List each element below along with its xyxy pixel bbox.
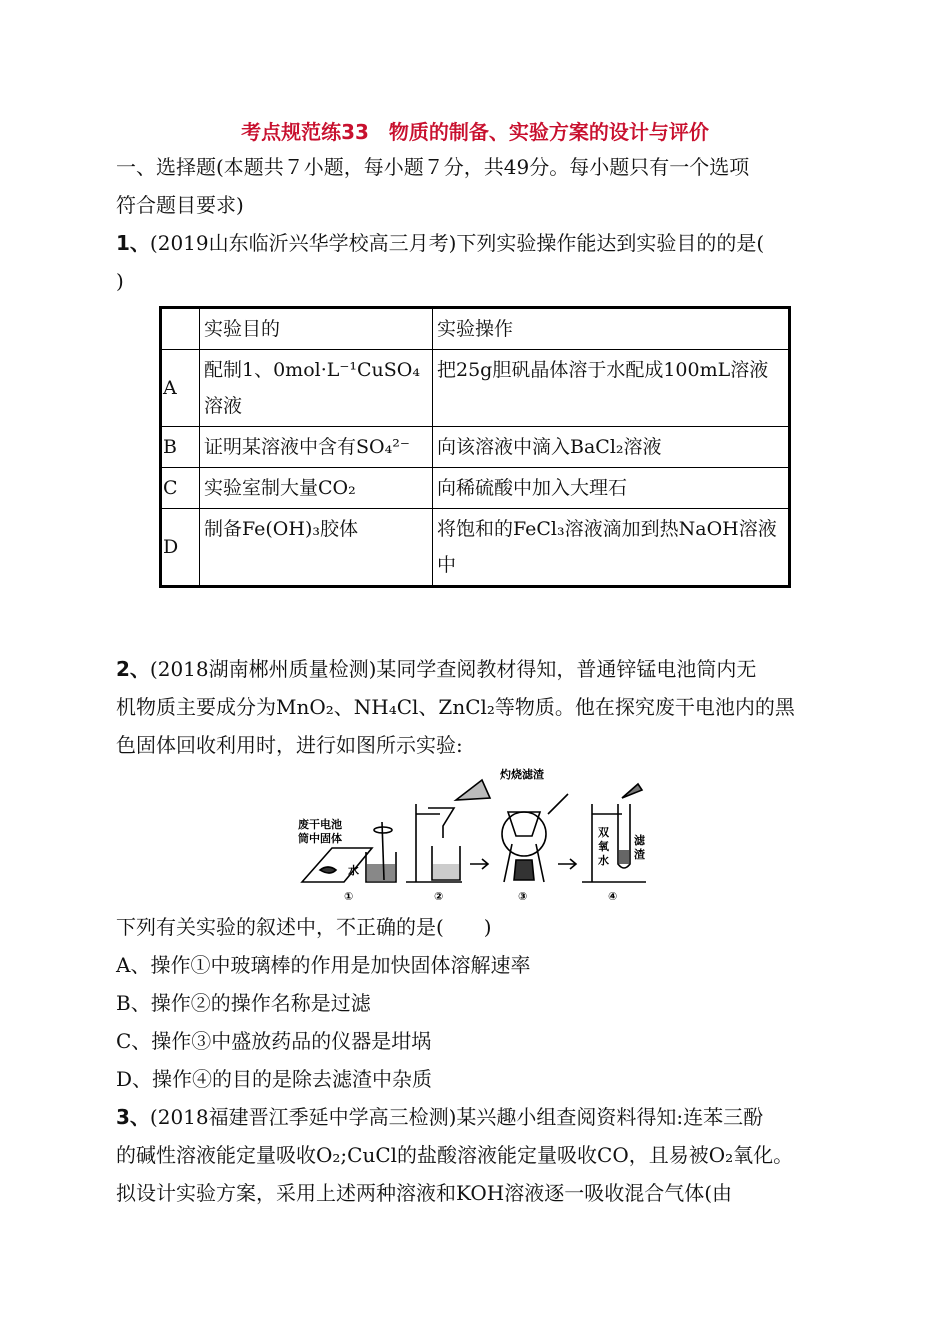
question-3-stem-cont: 的碱性溶液能定量吸收O₂;CuCl的盐酸溶液能定量吸收CO，且易被O₂氧化。 bbox=[116, 1143, 794, 1167]
step-label: ① bbox=[344, 890, 354, 903]
label-residue-1: 滤 bbox=[634, 834, 645, 847]
option-letter: D bbox=[161, 509, 200, 587]
experiment-operation: 将饱和的FeCl₃溶液滴加到热NaOH溶液中 bbox=[433, 509, 790, 587]
question-3-text: (2018福建晋江季延中学高三检测)某兴趣小组查阅资料得知:连苯三酚 bbox=[149, 1105, 764, 1129]
question-number: 3、 bbox=[116, 1105, 150, 1129]
label-water: 水 bbox=[348, 864, 359, 877]
question-1-table bbox=[159, 306, 791, 588]
question-2-stem bbox=[116, 656, 756, 682]
label-h2o2-3: 水 bbox=[598, 854, 609, 867]
option-item: D、操作④的目的是除去滤渣中杂质 bbox=[116, 1067, 433, 1091]
option-item: C、操作③中盛放药品的仪器是坩埚 bbox=[116, 1029, 432, 1053]
solid-pile bbox=[320, 867, 336, 873]
page-title: 考点规范练33 物质的制备、实验方案的设计与评价 bbox=[241, 120, 709, 144]
question-3-stem-cont: 拟设计实验方案，采用上述两种溶液和KOH溶液逐一吸收混合气体(由 bbox=[116, 1181, 733, 1205]
experiment-operation: 向稀硫酸中加入大理石 bbox=[433, 468, 790, 509]
table-header-row bbox=[161, 308, 790, 350]
triangle-support bbox=[502, 812, 546, 856]
question-2-ask: 下列有关实验的叙述中，不正确的是( ) bbox=[116, 915, 492, 939]
question-1-text: (2019山东临沂兴华学校高三月考)下列实验操作能达到实验目的的是( bbox=[149, 231, 765, 255]
experiment-operation: 向该溶液中滴入BaCl₂溶液 bbox=[433, 427, 790, 468]
table-row bbox=[161, 427, 790, 468]
experiment-goal: 配制1、0mol·L⁻¹CuSO₄溶液 bbox=[200, 350, 433, 427]
label-burn-residue: 灼烧滤渣 bbox=[500, 768, 544, 781]
table-header-blank bbox=[161, 308, 200, 350]
question-2-stem-cont: 机物质主要成分为MnO₂、NH₄Cl、ZnCl₂等物质。他在探究废干电池内的黑 bbox=[116, 695, 795, 719]
experiment-goal: 制备Fe(OH)₃胶体 bbox=[200, 509, 433, 587]
label-residue-2: 渣 bbox=[634, 848, 645, 861]
option-letter: C bbox=[161, 468, 200, 509]
step-label: ④ bbox=[608, 890, 618, 903]
question-number: 1、 bbox=[116, 231, 150, 255]
label-battery-2: 筒中固体 bbox=[298, 832, 342, 845]
question-2-text: (2018湖南郴州质量检测)某同学查阅教材得知，普通锌锰电池筒内无 bbox=[149, 657, 757, 681]
experiment-operation: 把25g胆矾晶体溶于水配成100mL溶液 bbox=[433, 350, 790, 427]
experiment-goal: 证明某溶液中含有SO₄²⁻ bbox=[200, 427, 433, 468]
step-label: ③ bbox=[518, 890, 528, 903]
question-1-stem bbox=[116, 230, 764, 256]
experiment-apparatus-figure bbox=[292, 764, 658, 904]
paper-sheet bbox=[302, 848, 372, 882]
table-row bbox=[161, 468, 790, 509]
table-row bbox=[161, 350, 790, 427]
alcohol-lamp-icon bbox=[514, 860, 534, 880]
funnel-icon bbox=[428, 808, 454, 838]
question-2-stem-cont: 色固体回收利用时，进行如图所示实验: bbox=[116, 733, 463, 757]
step-label: ② bbox=[434, 890, 444, 903]
question-1-stem-cont: ) bbox=[116, 269, 124, 293]
option-item: A、操作①中玻璃棒的作用是加快固体溶解速率 bbox=[116, 953, 531, 977]
beaker-pouring-icon bbox=[456, 780, 490, 800]
experiment-goal: 实验室制大量CO₂ bbox=[200, 468, 433, 509]
question-3-stem bbox=[116, 1104, 763, 1130]
label-h2o2-1: 双 bbox=[598, 826, 609, 839]
option-letter: B bbox=[161, 427, 200, 468]
table-header-cell: 实验操作 bbox=[433, 308, 790, 350]
label-battery-1: 废干电池 bbox=[298, 818, 342, 831]
section-heading-line-2: 符合题目要求) bbox=[116, 193, 244, 217]
option-item: B、操作②的操作名称是过滤 bbox=[116, 991, 371, 1015]
table-header-cell: 实验目的 bbox=[200, 308, 433, 350]
section-heading-line-1: 一、选择题(本题共７小题，每小题７分，共49分。每小题只有一个选项 bbox=[116, 155, 750, 179]
question-number: 2、 bbox=[116, 657, 150, 681]
tongs-icon bbox=[548, 794, 568, 814]
table-row bbox=[161, 509, 790, 587]
option-letter: A bbox=[161, 350, 200, 427]
label-h2o2-2: 氧 bbox=[598, 840, 609, 853]
dropper-icon bbox=[622, 784, 642, 798]
